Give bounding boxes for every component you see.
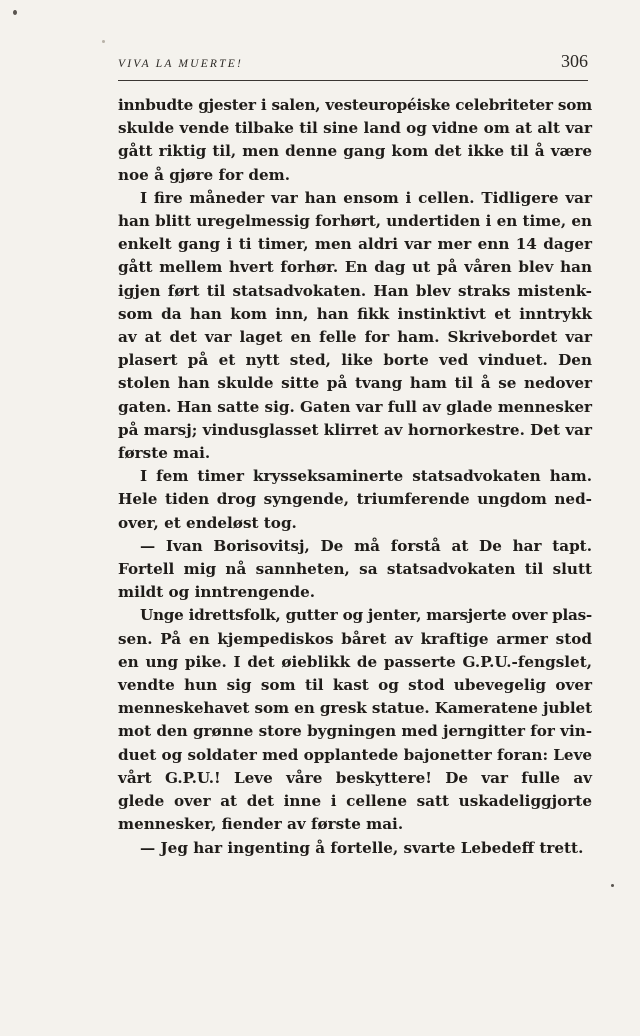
- text-line: han blitt uregelmessig forhørt, undertiden i en time, en: [118, 212, 592, 231]
- text-line: over, et endeløst tog.: [118, 513, 297, 532]
- paper-speck: [611, 884, 614, 887]
- text-line: av at det var laget en felle for ham. Skrivebordet var: [118, 328, 592, 347]
- text-line: I fem timer krysseksaminerte statsadvokaten ham.: [140, 467, 592, 486]
- text-line: I fire måneder var han ensom i cellen. Tidligere var: [140, 188, 592, 207]
- text-line: sen. På en kjempediskos båret av kraftige armer stod: [118, 629, 592, 648]
- text-line: mildt og inntrengende.: [118, 583, 316, 602]
- text-line: gått riktig til, men denne gang kom det ikke til å være: [118, 142, 592, 161]
- paper-speck: [13, 10, 17, 15]
- paper-speck: [102, 40, 105, 43]
- text-line: på marsj; vindusglasset klirret av hornorkestre. Det var: [118, 420, 592, 439]
- text-line: innbudte gjester i salen, vesteuropéiske celebriteter som: [118, 96, 592, 114]
- text-line: mennesker, fiender av første mai.: [118, 815, 404, 834]
- text-line: — Ivan Borisovitsj, De må forstå at De har tapt.: [140, 536, 592, 555]
- text-line: gaten. Han satte sig. Gaten var full av glade mennesker: [118, 397, 592, 416]
- text-line: — Jeg har ingenting å fortelle, svarte Lebedeff trett.: [140, 838, 584, 857]
- text-line: gått mellem hvert forhør. En dag ut på våren blev han: [118, 258, 592, 277]
- text-line: vendte hun sig som til kast og stod ubevegelig over: [118, 676, 592, 695]
- text-line: glede over at det inne i cellene satt uskadeliggjorte: [118, 792, 592, 811]
- text-line: stolen han skulde sitte på tvang ham til å se nedover: [118, 374, 592, 393]
- running-header: [118, 50, 588, 81]
- text-line: duet og soldater med opplantede bajonetter foran: Leve: [118, 745, 592, 764]
- text-line: en ung pike. I det øieblikk de passerte G.P.U.-fengslet,: [118, 652, 592, 671]
- text-line: Unge idrettsfolk, gutter og jenter, marsjerte over plas-: [140, 606, 592, 625]
- text-line: skulde vende tilbake til sine land og vidne om at alt var: [118, 119, 592, 138]
- text-line: mot den grønne store bygningen med jerngitter for vin-: [118, 722, 592, 741]
- running-title: VIVA LA MUERTE!: [118, 58, 243, 70]
- text-line: menneskehavet som en gresk statue. Kameratene jublet: [118, 699, 593, 718]
- text-line: enkelt gang i ti timer, men aldri var mer enn 14 dager: [118, 235, 592, 254]
- text-line: Fortell mig nå sannheten, sa statsadvokaten til slutt: [118, 560, 592, 579]
- text-line: vårt G.P.U.! Leve våre beskyttere! De var fulle av: [118, 768, 592, 787]
- text-line: første mai.: [118, 444, 211, 463]
- text-line: som da han kom inn, han fikk instinktivt et inntrykk: [118, 304, 592, 323]
- text-line: Hele tiden drog syngende, triumferende ungdom ned-: [118, 490, 592, 509]
- text-line: plasert på et nytt sted, like borte ved vinduet. Den: [118, 351, 592, 370]
- page-number: 306: [561, 51, 588, 71]
- text-line: igjen ført til statsadvokaten. Han blev straks mistenk-: [118, 281, 592, 300]
- text-line: noe å gjøre for dem.: [118, 165, 291, 184]
- body-text: [118, 94, 592, 860]
